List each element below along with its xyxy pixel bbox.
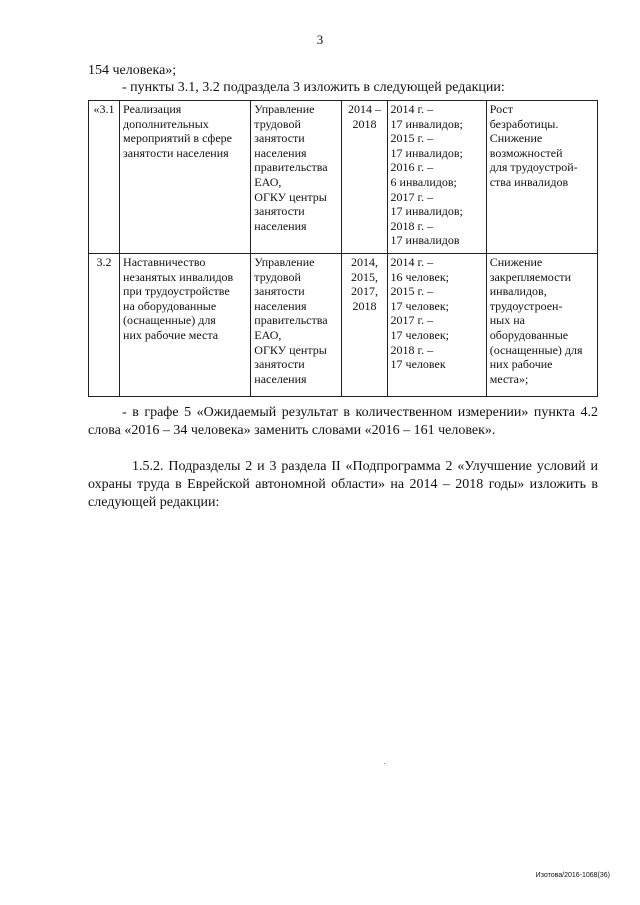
paragraph-amendment: - в графе 5 «Ожидаемый результат в количественном измерении» пункта 4.2 слова «2016 – 34 человека» заменить словами «2016 – 161 человек». [88, 405, 598, 438]
cell-measure-name: Наставничество незанятых инвалидов при трудоустройстве на оборудованные (оснащенные) для них рабочие места [120, 254, 251, 397]
paragraph-subsection: 1.5.2. Подразделы 2 и 3 раздела II «Подпрограмма 2 «Улучшение условий и охраны труда в Еврейской автономной области» на 2014 – 2018 годы» изложить в следующей редакции: [88, 459, 598, 510]
page-number: 3 [316, 32, 324, 47]
document-footer: Изотова/2016-1068(36) [535, 872, 610, 879]
table-row [89, 101, 598, 254]
cell-result: Рост безработицы. Снижение возможностей для трудоустрой- ства инвалидов [486, 101, 597, 254]
cell-number: 3.2 [89, 254, 120, 397]
cell-result: Снижение закрепляемости инвалидов, трудоустроен- ных на оборудованные (оснащенные) для них рабочие места»; [486, 254, 597, 397]
text-line-continuation: 154 человека»; [88, 63, 177, 78]
cell-executor: Управление трудовой занятости населения правительства ЕАО, ОГКУ центры занятости населения [251, 254, 342, 397]
cell-number: «3.1 [89, 101, 120, 254]
text-line-intro: - пункты 3.1, 3.2 подраздела 3 изложить в следующей редакции: [122, 80, 505, 95]
cell-indicator: 2014 г. – 16 человек; 2015 г. – 17 человек; 2017 г. – 17 человек; 2018 г. – 17 человек [387, 254, 486, 397]
program-table [88, 100, 598, 397]
cell-measure-name: Реализация дополнительных мероприятий в сфере занятости населения [120, 101, 251, 254]
cell-executor: Управление трудовой занятости населения правительства ЕАО, ОГКУ центры занятости населения [251, 101, 342, 254]
scan-speck [384, 763, 385, 764]
cell-term: 2014, 2015, 2017, 2018 [342, 254, 387, 397]
cell-term: 2014 – 2018 [342, 101, 387, 254]
table-row [89, 254, 598, 397]
cell-indicator: 2014 г. – 17 инвалидов; 2015 г. – 17 инвалидов; 2016 г. – 6 инвалидов; 2017 г. – 17 инвалидов; 2018 г. – 17 инвалидов [387, 101, 486, 254]
